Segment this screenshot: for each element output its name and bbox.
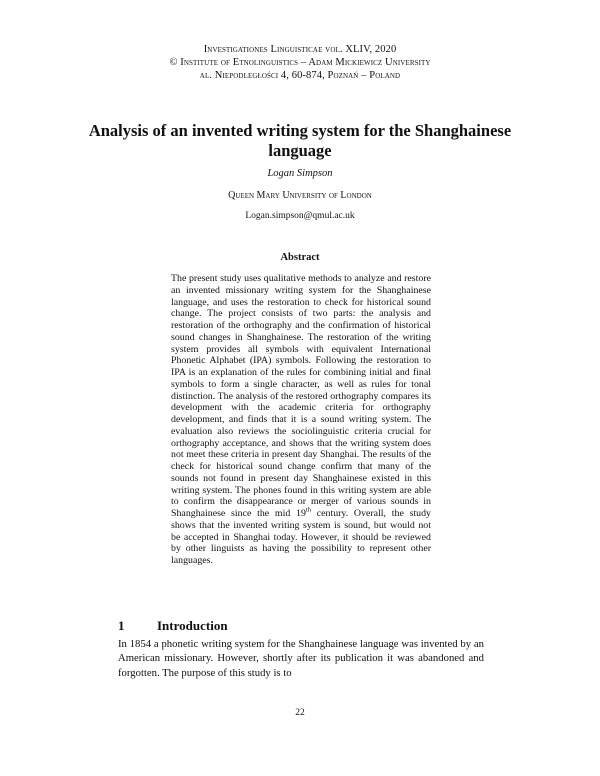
- journal-address-line: al. Niepodległości 4, 60-874, Poznań – Poland: [199, 70, 401, 81]
- author-affiliation: Queen Mary University of London: [228, 190, 372, 201]
- abstract-text-part-1: The present study uses qualitative methods to analyze and restore an invented missionary writing system for the Shanghainese language, and uses the restoration to check for historical sound change. The project consists of two parts: the analysis and restoration of the orthography and the confirmation of historical sound changes in Shanghainese. The restoration of the writing system provides all symbols with equivalent International Phonetic Alphabet (IPA) symbols. Following the restoration to IPA is an explanation of the rules for combining initial and final symbols to form a single character, as well as rules for tonal distinction. The analysis of the restored orthography compares its development with the academic criteria for orthography development, and finds that it is a sound writing system. The evaluation also reviews the sociolinguistic criteria crucial for orthography acceptance, and shows that the writing system does not meet these criteria in present day Shanghai. The results of the check for historical sound change confirm that many of the sounds not found in present day Shanghainese existed in this writing system. The phones found in this writing system are able to confirm the disappearance or merger of various sounds in Shanghainese since the mid 19: [171, 273, 431, 519]
- paper-title: Analysis of an invented writing system for the Shanghainese language: [88, 121, 512, 160]
- abstract-superscript: th: [305, 506, 311, 514]
- abstract-heading: Abstract: [280, 252, 320, 263]
- journal-copyright-line: © Institute of Etnolinguistics – Adam Mickiewicz University: [169, 57, 431, 68]
- abstract-text: [171, 273, 431, 567]
- author-email[interactable]: Logan.simpson@qmul.ac.uk: [245, 211, 355, 221]
- abstract-text-part-2: century. Overall, the study shows that the invented writing system is sound, but would not be accepted in Shanghai today. However, it should be reviewed by other linguists as having the possibility to represent other languages.: [171, 508, 431, 566]
- section-number: 1: [118, 618, 125, 633]
- section-body-text: In 1854 a phonetic writing system for the Shanghainese language was invented by an American missionary. However, shortly after its publication it was abandoned and forgotten. The purpose of this study is to: [118, 638, 484, 679]
- journal-title-line: Investigationes Linguisticae vol. XLIV, 2020: [203, 44, 397, 55]
- author-name: Logan Simpson: [267, 168, 333, 179]
- page-number: 22: [295, 708, 305, 718]
- section-title: Introduction: [157, 618, 228, 633]
